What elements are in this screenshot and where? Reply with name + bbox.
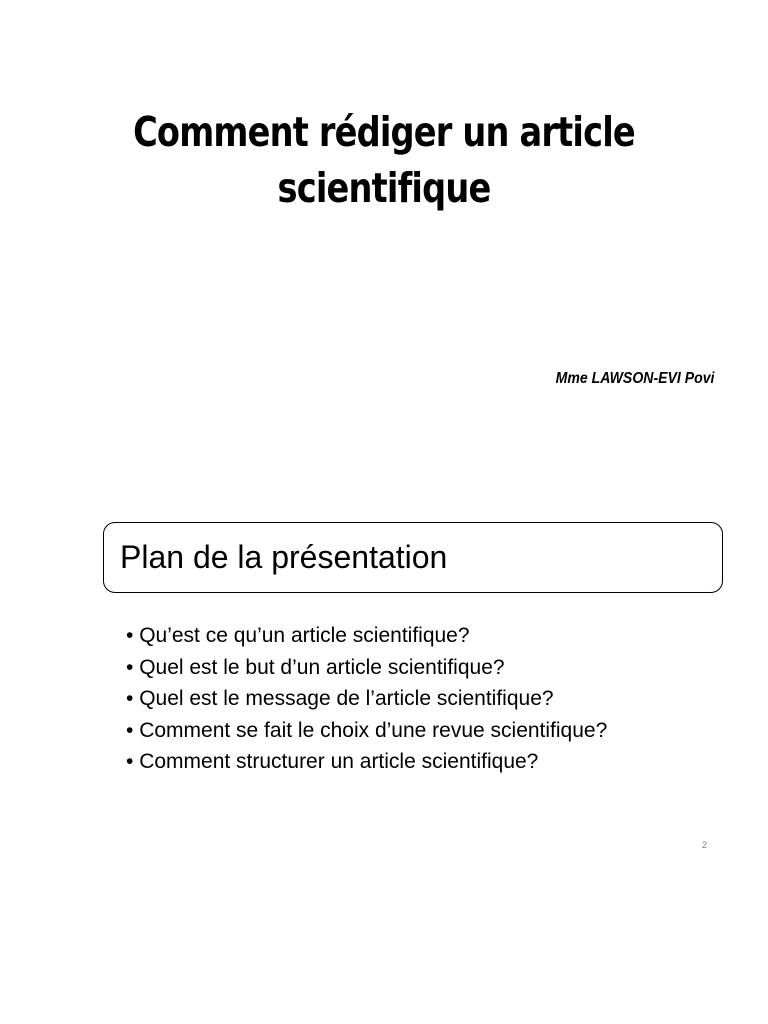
document-title — [69, 104, 699, 216]
plan-list-item: • Quel est le message de l’article scientifique? — [126, 683, 607, 715]
title-line-2: scientifique — [277, 164, 491, 212]
plan-list-item: • Comment structurer un article scientifique? — [126, 746, 607, 778]
plan-heading: Plan de la présentation — [120, 539, 448, 575]
plan-list — [126, 620, 607, 778]
plan-list-item: • Qu’est ce qu’un article scientifique? — [126, 620, 607, 652]
title-line-1: Comment rédiger un article — [133, 108, 635, 156]
author-name: Mme LAWSON-EVI Povi — [555, 370, 714, 387]
page-number: 2 — [701, 840, 707, 850]
plan-list-item: • Quel est le but d’un article scientifique? — [126, 652, 607, 684]
plan-list-item: • Comment se fait le choix d’une revue scientifique? — [126, 715, 607, 747]
plan-heading-box — [103, 522, 723, 593]
